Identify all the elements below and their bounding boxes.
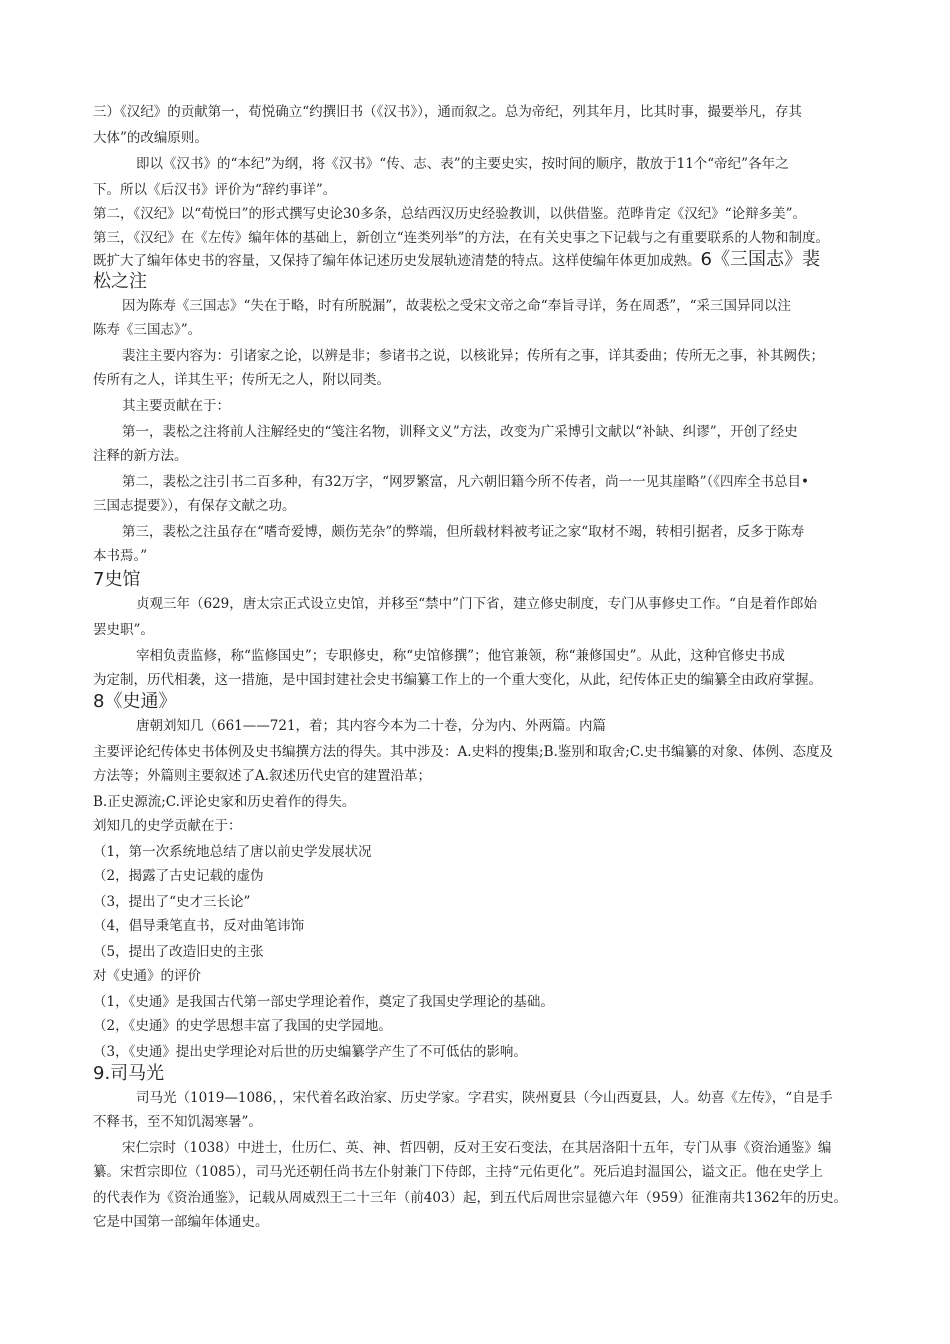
text-line: 主要评论纪传体史书体例及史书编撰方法的得失。其中涉及：A.史料的搜集;B.鉴别和取舍;C.史书编纂的对象、体例、态度及 <box>93 744 833 760</box>
text-line: 第三，《汉纪》在《左传》编年体的基础上，新创立“连类列举”的方法，在有关史事之下记载与之有重要联系的人物和制度。 <box>93 230 830 246</box>
text-line: 刘知几的史学贡献在于： <box>93 818 242 834</box>
text-line: 裴注主要内容为：引诸家之论，以辨是非；参诸书之说，以核讹异；传所有之事，详其委曲；传所无之事，补其阙佚； <box>122 348 824 364</box>
list-item: （2，《史通》的史学思想丰富了我国的史学园地。 <box>93 1018 392 1034</box>
section-heading-sanguozhi-cont: 松之注 <box>93 271 147 292</box>
text-line: 第一，裴松之注将前人注解经史的“笺注名物，训释文义”方法，改变为广采博引文献以“补缺、纠谬”，开创了经史 <box>122 424 798 440</box>
section-heading-simaguang: 9.司马光 <box>93 1063 165 1084</box>
list-item: （3，提出了“史才三长论” <box>93 894 251 910</box>
text-line: 陈寿《三国志》”。 <box>93 322 202 338</box>
text-line: 三国志提要》），有保存文献之功。 <box>93 498 296 514</box>
text-line: 唐朝刘知几（661——721，着；其内容今本为二十卷，分为内、外两篇。内篇 <box>136 718 607 734</box>
list-item: （2，揭露了古史记载的虚伪 <box>93 868 264 884</box>
list-item: （4，倡导秉笔直书，反对曲笔讳饰 <box>93 918 305 934</box>
list-item: （1，《史通》是我国古代第一部史学理论着作，奠定了我国史学理论的基础。 <box>93 994 554 1010</box>
text-line: 即以《汉书》的“本纪”为纲，将《汉书》“传、志、表”的主要史实，按时间的顺序，散放于11个“帝纪”各年之 <box>136 156 789 172</box>
text-line: 它是中国第一部编年体通史。 <box>93 1214 269 1230</box>
text-line: 宰相负责监修，称“监修国史”；专职修史，称“史馆修撰”；他官兼领，称“兼修国史”。从此，这种官修史书成 <box>136 648 785 664</box>
text-line: 宋仁宗时（1038）中进士，仕历仁、英、神、哲四朝，反对王安石变法，在其居洛阳十五年，专门从事《资治通鉴》编 <box>122 1140 832 1156</box>
text-line: 司马光（1019—1086，，宋代着名政治家、历史学家。字君实，陕州夏县（今山西夏县，人。幼喜《左传》，“自是手 <box>136 1090 833 1106</box>
text-line: 因为陈寿《三国志》“失在于略，时有所脱漏”，故裴松之受宋文帝之命“奉旨寻详，务在周悉”，“采三国异同以注 <box>122 298 792 314</box>
text-line: 方法等；外篇则主要叙述了A.叙述历代史官的建置沿革； <box>93 768 432 784</box>
section-heading-shitong: 8《史通》 <box>93 691 177 712</box>
text-line-part: 既扩大了编年体史书的容量，又保持了编年体记述历史发展轨迹清楚的特点。这样使编年体更加成熟。 <box>93 253 701 269</box>
section-heading-shiguan: 7史馆 <box>93 569 141 590</box>
text-line: 对《史通》的评价 <box>93 968 201 984</box>
text-line: 不释书，至不知饥渴寒暑”。 <box>93 1114 262 1130</box>
text-line: 三）《汉纪》的贡献第一，荀悦确立“约撰旧书（《汉书》），通而叙之。总为帝纪，列其年月，比其时事，撮要举凡，存其 <box>93 104 802 120</box>
text-line: 本书焉。” <box>93 548 148 564</box>
text-line: 第三，裴松之注虽存在“嗜奇爱博，颇伤芜杂”的弊端，但所载材料被考证之家“取材不竭，转相引据者，反多于陈寿 <box>122 524 805 540</box>
text-line: 大体”的改编原则。 <box>93 130 208 146</box>
text-line: B.正史源流;C.评论史家和历史着作的得失。 <box>93 794 356 810</box>
list-item: （3，《史通》提出史学理论对后世的历史编纂学产生了不可低估的影响。 <box>93 1044 527 1060</box>
text-line: 纂。宋哲宗即位（1085），司马光还朝任尚书左仆射兼门下侍郎，主持“元佑更化”。死后追封温国公，谥文正。他在史学上 <box>93 1164 823 1180</box>
list-item: （5，提出了改造旧史的主张 <box>93 944 264 960</box>
text-line: 贞观三年（629，唐太宗正式设立史馆，并移至“禁中”门下省，建立修史制度，专门从事修史工作。“自是着作郎始 <box>136 596 817 612</box>
text-line: 下。所以《后汉书》评价为“辞约事详”。 <box>93 182 337 198</box>
text-line: 其主要贡献在于： <box>122 398 230 414</box>
text-line: 第二，《汉纪》以“荀悦曰”的形式撰写史论30多条，总结西汉历史经验教训，以供借鉴。范晔肯定《汉纪》“论辩多美”。 <box>93 206 807 222</box>
section-heading-sanguozhi: 6《三国志》裴 <box>700 249 820 270</box>
text-line: 注释的新方法。 <box>93 448 188 464</box>
text-line: 罢史职”。 <box>93 622 154 638</box>
text-line: 为定制，历代相袭，这一措施，是中国封建社会史书编纂工作上的一个重大变化，从此，纪传体正史的编纂全由政府掌握。 <box>93 672 822 688</box>
text-line: 的代表作为《资治通鉴》，记载从周威烈王二十三年（前403）起，到五代后周世宗显德六年（959）征淮南共1362年的历史。 <box>93 1190 848 1206</box>
text-line: 传所有之人，详其生平；传所无之人，附以同类。 <box>93 372 390 388</box>
list-item: （1，第一次系统地总结了唐以前史学发展状况 <box>93 844 372 860</box>
text-line: 第二，裴松之注引书二百多种，有32万字，“网罗繁富，凡六朝旧籍今所不传者，尚一一见其崖略”（《四库全书总目• <box>122 474 809 490</box>
text-line <box>93 250 820 271</box>
